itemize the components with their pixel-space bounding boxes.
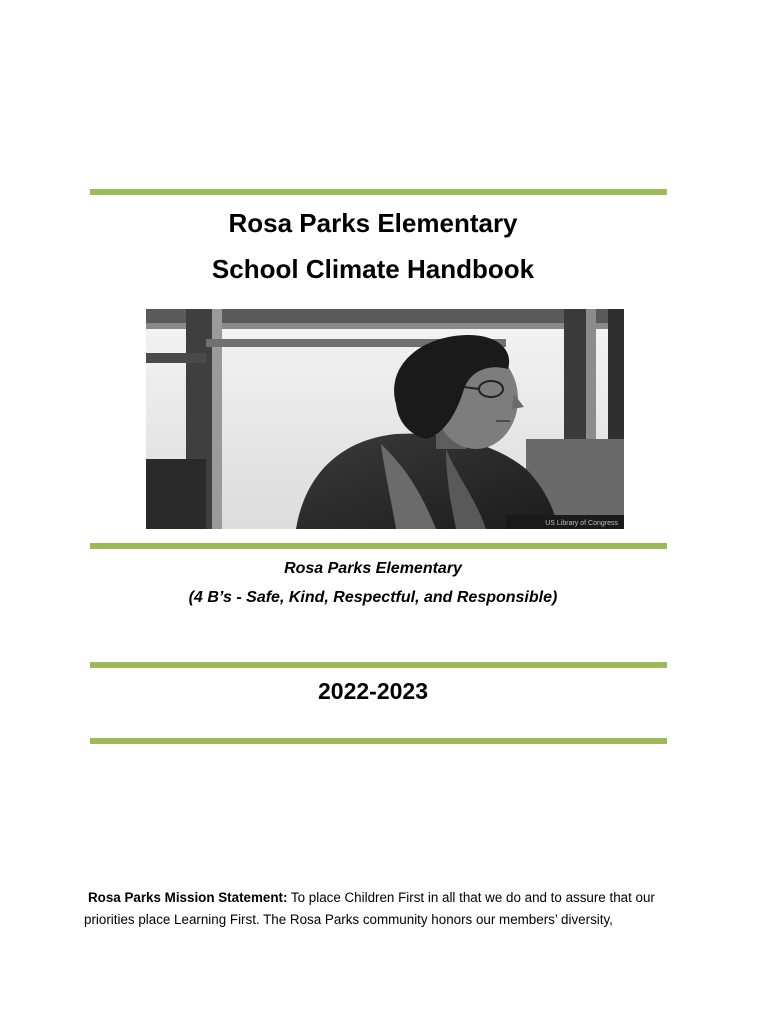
top-divider — [90, 189, 667, 195]
year-bottom-divider — [90, 738, 667, 744]
year-top-divider — [90, 662, 667, 668]
school-values: (4 B’s - Safe, Kind, Respectful, and Responsible) — [188, 589, 558, 606]
document-title: Rosa Parks Elementary — [228, 208, 518, 238]
school-year: 2022-2023 — [318, 678, 428, 704]
mission-line-1 — [88, 887, 688, 909]
document-subtitle: School Climate Handbook — [211, 254, 535, 284]
portrait-photo — [146, 309, 624, 529]
school-name: Rosa Parks Elementary — [284, 560, 462, 577]
photo-credit: US Library of Congress — [545, 520, 618, 527]
mission-text-2: priorities place Learning First. The Rosa Parks community honors our members’ diversity, — [84, 912, 613, 927]
middle-divider — [90, 543, 667, 549]
mission-statement — [84, 887, 688, 931]
mission-label: Rosa Parks Mission Statement: — [88, 890, 288, 905]
mission-text-1: To place Children First in all that we do and to assure that our — [287, 890, 655, 905]
